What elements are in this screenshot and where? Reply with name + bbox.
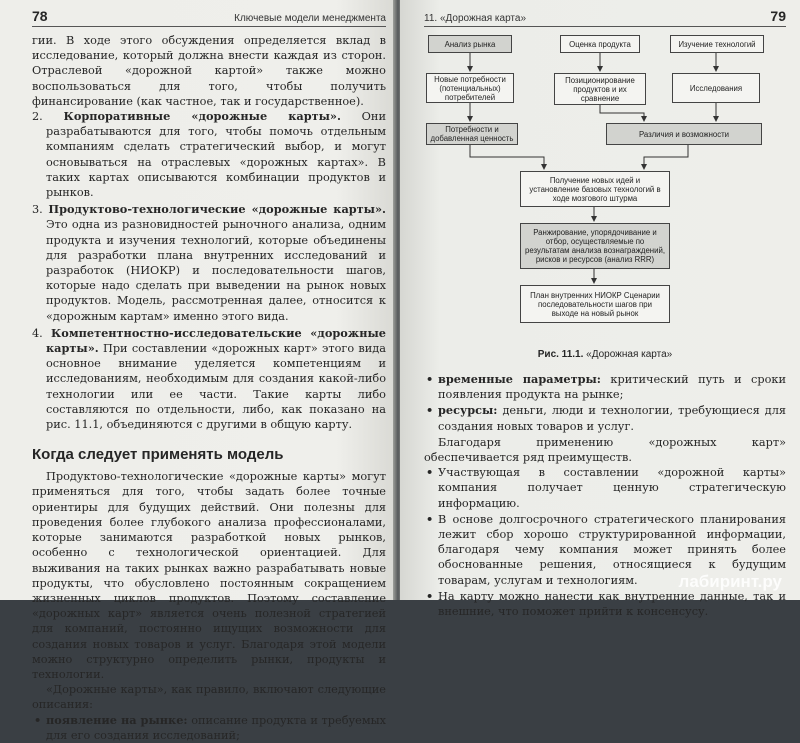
box-positioning: Позиционирование продуктов и их сравнение [554,73,646,105]
left-page-number: 78 [32,8,48,24]
section-heading: Когда следует применять модель [32,446,284,464]
left-running-head [32,8,386,27]
right-running-title: 11. «Дорожная карта» [424,13,527,24]
right-running-head [424,8,786,27]
list-item: • появление на рынке: описание продукта и требуемых для его создания исследований; [32,713,386,743]
box-market-analysis: Анализ рынка [428,35,512,53]
figure-caption: Рис. 11.1. «Дорожная карта» [537,349,673,360]
box-technology-study: Изучение технологий [670,35,764,53]
box-research: Исследования [672,73,760,103]
box-needs-value: Потребности и добавленная ценность [426,123,518,145]
list-item: 3. Продуктово-технологические «дорожные карты». Это одна из разновидностей рыночного анализа, одним продукта и изучения технологий, которые объединены для разработки плана внутренних исследований и разработок (НИОКР) и последовательности шагов, которые надо сделать при выведении на рынок новых продуктов. Модель, рассмотренная далее, относится к «дорожным картам» именно этого вида. [32,202,386,323]
arrow [600,105,644,121]
box-rnd-plan: План внутренних НИОКР Сценарии последовательности шагов при выходе на новый рынок [520,285,670,323]
roadmap-diagram [424,33,786,345]
list-item: • ресурсы: деньги, люди и технологии, требующиеся для создания новых товаров и услуг. [424,403,786,433]
box-differences-opportunities: Различия и возможности [606,123,762,145]
section-paragraph: Продуктово-технологические «дорожные карты» могут применяться для того, чтобы задать более точные ориентиры для будущих действий. Они полезны для проведения более глубокого анализа профессионалами, которые занимаются разработкой новых рынков, особенно с технологической ориентацией. Для выживания на таких рынках важно разрабатывать новые продукты, что обусловлено постоянным сокращением жизненных циклов продуктов. Поэтому составление «дорожных карт» является очень полезной стратегией для компаний, постоянно ищущих возможности для создания новых товаров и услуг. Благодаря этой модели можно структурно определить рынки, продукты и технологии. [32,470,386,681]
watermark: лабиринт.ру [678,572,782,591]
right-page-number: 79 [770,8,786,24]
advantages-paragraph: Благодаря применению «дорожных карт» обеспечивается ряд преимуществ. [424,435,786,465]
list-item: 2. Корпоративные «дорожные карты». Они разрабатываются для того, чтобы помочь отдельным компаниям сделать стратегический выбор, и могут основываться на отраслевых «дорожных картах». В таких картах описываются комбинации продуктов и рынков. [32,109,386,200]
box-new-ideas: Получение новых идей и установление базовых технологий в ходе мозгового штурма [520,171,670,207]
box-ranking: Ранжирование, упорядочивание и отбор, осуществляемые по результатам анализа вознаграждений, рисков и ресурсов (анализ RRR) [520,223,670,269]
box-product-evaluation: Оценка продукта [560,35,640,53]
arrow [644,145,688,169]
right-page [400,0,800,619]
left-page [0,0,396,742]
arrow [470,145,544,169]
left-running-title: Ключевые модели менеджмента [234,13,386,24]
list-item: • На карту можно нанести как внутренние данные, так и внешние, что поможет прийти к консенсусу. [424,589,786,619]
section-paragraph: «Дорожные карты», как правило, включают следующие описания: [32,683,386,712]
list-item: • временные параметры: критический путь и сроки появления продукта на рынке; [424,372,786,402]
list-item: • Участвующая в составлении «дорожной карты» компания получает ценную стратегическую информацию. [424,465,786,511]
box-new-needs: Новые потребности (потенциальных) потребителей [426,73,514,103]
list-item: 4. Компетентностно-исследовательские «дорожные карты». При составлении «дорожных карт» этого вида основное внимание уделяется компетенциям и исследованиям, необходимым для создания какой-либо технологии или ее части. Такие карты либо составляются по отдельности, либо, как показано на рис. 11.1, объединяются с другими в общую карту. [32,325,386,432]
list-item: • В основе долгосрочного стратегического планирования лежит сбор хорошо структурированной информации, благодаря чему компания может принять более обоснованные решения, относящиеся к будущим товарам, услугам и технологиям. [424,512,786,588]
left-paragraph-top: гии. В ходе этого обсуждения определяется вклад в исследование, который должна внести каждая из сторон. Отраслевой «дорожной картой» также можно воспользоваться для того, чтобы получить финансирование (как частное, так и государственное). [32,34,386,108]
